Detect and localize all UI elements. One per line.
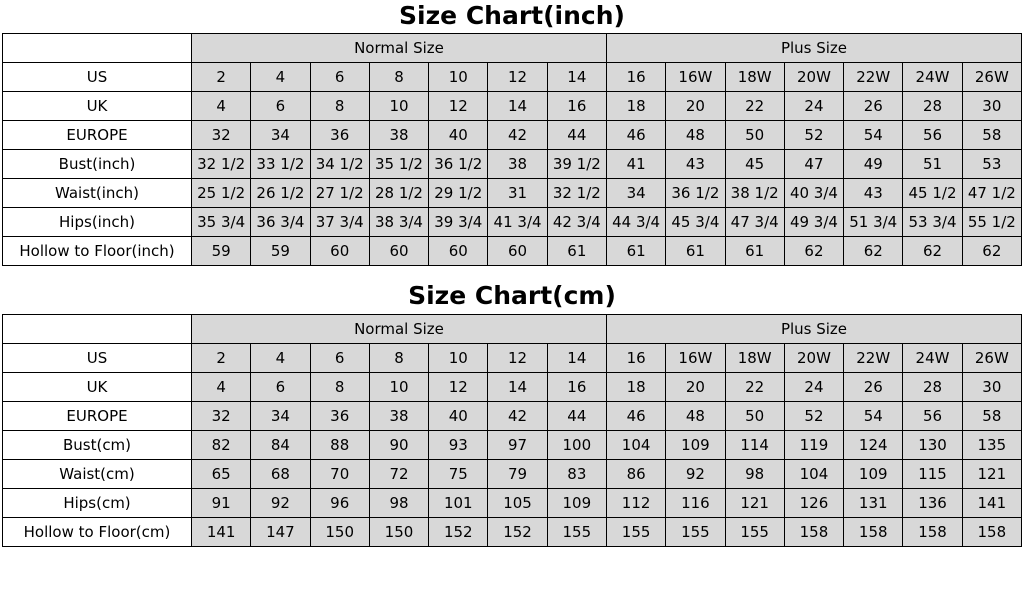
table-cell: 36 3/4 — [251, 208, 310, 237]
table-cell: 130 — [903, 430, 962, 459]
table-cell: 92 — [666, 459, 725, 488]
row-label: US — [3, 63, 192, 92]
table-cell: 55 1/2 — [962, 208, 1021, 237]
table-cell: 61 — [606, 237, 665, 266]
table-cell: 121 — [725, 488, 784, 517]
table-cell: 158 — [784, 517, 843, 546]
table-cell: 136 — [903, 488, 962, 517]
table-cell: 26 — [844, 92, 903, 121]
table-cell: 59 — [192, 237, 251, 266]
table-cell: 25 1/2 — [192, 179, 251, 208]
table-cell: 39 3/4 — [429, 208, 488, 237]
table-cell: 98 — [369, 488, 428, 517]
table-cell: 91 — [192, 488, 251, 517]
table-cell: 16W — [666, 63, 725, 92]
table-cell: 6 — [251, 372, 310, 401]
table-row — [3, 92, 1022, 121]
table-cell: 58 — [962, 401, 1021, 430]
table-cell: 38 3/4 — [369, 208, 428, 237]
table-cell: 90 — [369, 430, 428, 459]
table-cell: 4 — [251, 343, 310, 372]
table-cell: 24W — [903, 63, 962, 92]
table-cell: 24 — [784, 372, 843, 401]
table-cell: 26W — [962, 343, 1021, 372]
table-cell: 28 — [903, 92, 962, 121]
size-chart-block-2 — [0, 280, 1024, 546]
table-row — [3, 401, 1022, 430]
table-cell: 14 — [488, 92, 547, 121]
table-cell: 45 — [725, 150, 784, 179]
table-cell: 97 — [488, 430, 547, 459]
table-cell: 16W — [666, 343, 725, 372]
table-cell: 116 — [666, 488, 725, 517]
table-cell: 62 — [844, 237, 903, 266]
table-cell: 92 — [251, 488, 310, 517]
table-cell: 126 — [784, 488, 843, 517]
table-cell: 2 — [192, 343, 251, 372]
table-cell: 50 — [725, 121, 784, 150]
table-cell: 72 — [369, 459, 428, 488]
table-cell: 28 — [903, 372, 962, 401]
table-cell: 38 — [488, 150, 547, 179]
table-cell: 98 — [725, 459, 784, 488]
table-cell: 51 3/4 — [844, 208, 903, 237]
table-cell: 26 1/2 — [251, 179, 310, 208]
table-row — [3, 208, 1022, 237]
table-cell: 10 — [369, 372, 428, 401]
table-cell: 158 — [903, 517, 962, 546]
table-cell: 20 — [666, 92, 725, 121]
table-cell: 14 — [547, 343, 606, 372]
table-cell: 101 — [429, 488, 488, 517]
table-cell: 32 — [192, 121, 251, 150]
table-cell: 14 — [547, 63, 606, 92]
row-label: UK — [3, 372, 192, 401]
table-cell: 42 3/4 — [547, 208, 606, 237]
table-cell: 32 — [192, 401, 251, 430]
table-cell: 33 1/2 — [251, 150, 310, 179]
table-cell: 48 — [666, 401, 725, 430]
table-cell: 8 — [369, 343, 428, 372]
table-cell: 58 — [962, 121, 1021, 150]
table-cell: 114 — [725, 430, 784, 459]
table-cell: 26W — [962, 63, 1021, 92]
table-cell: 53 3/4 — [903, 208, 962, 237]
table-cell: 75 — [429, 459, 488, 488]
chart-title: Size Chart(inch) — [399, 1, 625, 30]
table-cell: 105 — [488, 488, 547, 517]
table-cell: 68 — [251, 459, 310, 488]
table-cell: 65 — [192, 459, 251, 488]
table-cell: 4 — [192, 92, 251, 121]
table-cell: 12 — [429, 372, 488, 401]
table-cell: 8 — [369, 63, 428, 92]
table-cell: 158 — [844, 517, 903, 546]
table-cell: 155 — [606, 517, 665, 546]
table-cell: 158 — [962, 517, 1021, 546]
table-cell: 41 3/4 — [488, 208, 547, 237]
table-cell: 40 — [429, 401, 488, 430]
table-cell: 10 — [369, 92, 428, 121]
table-cell: 39 1/2 — [547, 150, 606, 179]
table-cell: 24W — [903, 343, 962, 372]
group-header-row — [3, 34, 1022, 63]
table-cell: 8 — [310, 372, 369, 401]
table-cell: 50 — [725, 401, 784, 430]
row-label: Hollow to Floor(inch) — [3, 237, 192, 266]
table-cell: 16 — [547, 372, 606, 401]
table-cell: 31 — [488, 179, 547, 208]
table-cell: 60 — [310, 237, 369, 266]
table-cell: 4 — [192, 372, 251, 401]
table-cell: 26 — [844, 372, 903, 401]
table-cell: 16 — [606, 343, 665, 372]
table-cell: 141 — [192, 517, 251, 546]
table-cell: 82 — [192, 430, 251, 459]
row-label: EUROPE — [3, 401, 192, 430]
table-cell: 86 — [606, 459, 665, 488]
row-label: UK — [3, 92, 192, 121]
size-chart-block-1 — [0, 0, 1024, 266]
table-row — [3, 150, 1022, 179]
table-cell: 32 1/2 — [192, 150, 251, 179]
size-table — [2, 314, 1022, 547]
group-header-plus-size: Plus Size — [606, 34, 1021, 63]
table-cell: 36 1/2 — [666, 179, 725, 208]
table-cell: 34 — [251, 121, 310, 150]
table-cell: 29 1/2 — [429, 179, 488, 208]
table-row — [3, 63, 1022, 92]
table-cell: 34 1/2 — [310, 150, 369, 179]
table-cell: 18 — [606, 92, 665, 121]
table-cell: 44 — [547, 121, 606, 150]
table-cell: 27 1/2 — [310, 179, 369, 208]
table-cell: 47 1/2 — [962, 179, 1021, 208]
table-cell: 10 — [429, 343, 488, 372]
table-cell: 60 — [488, 237, 547, 266]
table-cell: 38 — [369, 401, 428, 430]
table-cell: 18W — [725, 343, 784, 372]
table-cell: 93 — [429, 430, 488, 459]
table-row — [3, 488, 1022, 517]
chart-title: Size Chart(cm) — [408, 281, 616, 311]
group-header-plus-size: Plus Size — [606, 314, 1021, 343]
table-cell: 155 — [725, 517, 784, 546]
table-cell: 28 1/2 — [369, 179, 428, 208]
table-row — [3, 372, 1022, 401]
table-cell: 30 — [962, 372, 1021, 401]
table-cell: 34 — [606, 179, 665, 208]
table-cell: 34 — [251, 401, 310, 430]
table-cell: 52 — [784, 121, 843, 150]
table-cell: 16 — [547, 92, 606, 121]
table-cell: 20 — [666, 372, 725, 401]
table-cell: 119 — [784, 430, 843, 459]
table-cell: 14 — [488, 372, 547, 401]
table-cell: 6 — [310, 63, 369, 92]
table-cell: 6 — [310, 343, 369, 372]
table-cell: 38 1/2 — [725, 179, 784, 208]
table-cell: 44 3/4 — [606, 208, 665, 237]
table-cell: 12 — [488, 343, 547, 372]
table-cell: 104 — [606, 430, 665, 459]
table-cell: 42 — [488, 401, 547, 430]
table-cell: 12 — [488, 63, 547, 92]
table-cell: 36 1/2 — [429, 150, 488, 179]
table-row — [3, 237, 1022, 266]
table-cell: 112 — [606, 488, 665, 517]
table-cell: 2 — [192, 63, 251, 92]
table-row — [3, 430, 1022, 459]
table-cell: 40 — [429, 121, 488, 150]
table-cell: 37 3/4 — [310, 208, 369, 237]
row-label: Bust(inch) — [3, 150, 192, 179]
table-cell: 41 — [606, 150, 665, 179]
row-label: EUROPE — [3, 121, 192, 150]
table-cell: 48 — [666, 121, 725, 150]
table-cell: 152 — [488, 517, 547, 546]
table-cell: 155 — [666, 517, 725, 546]
table-cell: 46 — [606, 401, 665, 430]
table-cell: 43 — [666, 150, 725, 179]
table-cell: 40 3/4 — [784, 179, 843, 208]
table-cell: 61 — [666, 237, 725, 266]
table-cell: 56 — [903, 401, 962, 430]
table-cell: 62 — [962, 237, 1021, 266]
table-cell: 52 — [784, 401, 843, 430]
table-cell: 47 3/4 — [725, 208, 784, 237]
table-cell: 44 — [547, 401, 606, 430]
table-cell: 104 — [784, 459, 843, 488]
group-header-row — [3, 314, 1022, 343]
group-header-normal-size: Normal Size — [192, 314, 607, 343]
corner-blank-cell — [3, 34, 192, 63]
table-cell: 38 — [369, 121, 428, 150]
table-row — [3, 343, 1022, 372]
table-cell: 83 — [547, 459, 606, 488]
table-cell: 84 — [251, 430, 310, 459]
table-cell: 46 — [606, 121, 665, 150]
table-cell: 42 — [488, 121, 547, 150]
table-row — [3, 517, 1022, 546]
table-cell: 51 — [903, 150, 962, 179]
row-label: Hips(cm) — [3, 488, 192, 517]
table-cell: 43 — [844, 179, 903, 208]
table-cell: 150 — [369, 517, 428, 546]
table-cell: 22W — [844, 63, 903, 92]
table-cell: 109 — [844, 459, 903, 488]
table-cell: 36 — [310, 401, 369, 430]
table-cell: 8 — [310, 92, 369, 121]
table-cell: 35 3/4 — [192, 208, 251, 237]
table-cell: 49 — [844, 150, 903, 179]
table-cell: 60 — [429, 237, 488, 266]
table-row — [3, 179, 1022, 208]
section-spacer — [0, 266, 1024, 280]
table-cell: 10 — [429, 63, 488, 92]
table-cell: 18W — [725, 63, 784, 92]
table-cell: 152 — [429, 517, 488, 546]
table-cell: 22W — [844, 343, 903, 372]
table-cell: 115 — [903, 459, 962, 488]
table-cell: 61 — [725, 237, 784, 266]
table-cell: 20W — [784, 63, 843, 92]
table-cell: 16 — [606, 63, 665, 92]
table-cell: 32 1/2 — [547, 179, 606, 208]
table-row — [3, 121, 1022, 150]
row-label: Bust(cm) — [3, 430, 192, 459]
table-cell: 121 — [962, 459, 1021, 488]
table-cell: 131 — [844, 488, 903, 517]
table-cell: 100 — [547, 430, 606, 459]
table-cell: 49 3/4 — [784, 208, 843, 237]
table-cell: 135 — [962, 430, 1021, 459]
table-cell: 35 1/2 — [369, 150, 428, 179]
table-cell: 53 — [962, 150, 1021, 179]
table-cell: 45 1/2 — [903, 179, 962, 208]
size-table — [2, 33, 1022, 266]
table-cell: 70 — [310, 459, 369, 488]
table-cell: 12 — [429, 92, 488, 121]
table-cell: 22 — [725, 372, 784, 401]
table-cell: 18 — [606, 372, 665, 401]
corner-blank-cell — [3, 314, 192, 343]
table-cell: 22 — [725, 92, 784, 121]
table-cell: 147 — [251, 517, 310, 546]
table-cell: 79 — [488, 459, 547, 488]
table-cell: 20W — [784, 343, 843, 372]
table-row — [3, 459, 1022, 488]
table-cell: 47 — [784, 150, 843, 179]
table-cell: 96 — [310, 488, 369, 517]
table-cell: 109 — [666, 430, 725, 459]
table-cell: 54 — [844, 121, 903, 150]
row-label: Hollow to Floor(cm) — [3, 517, 192, 546]
table-cell: 4 — [251, 63, 310, 92]
table-cell: 54 — [844, 401, 903, 430]
table-cell: 150 — [310, 517, 369, 546]
row-label: Waist(cm) — [3, 459, 192, 488]
table-cell: 45 3/4 — [666, 208, 725, 237]
table-cell: 124 — [844, 430, 903, 459]
row-label: Hips(inch) — [3, 208, 192, 237]
row-label: US — [3, 343, 192, 372]
table-cell: 6 — [251, 92, 310, 121]
table-cell: 62 — [784, 237, 843, 266]
table-cell: 60 — [369, 237, 428, 266]
table-cell: 155 — [547, 517, 606, 546]
table-cell: 61 — [547, 237, 606, 266]
table-cell: 24 — [784, 92, 843, 121]
table-cell: 59 — [251, 237, 310, 266]
row-label: Waist(inch) — [3, 179, 192, 208]
table-cell: 56 — [903, 121, 962, 150]
group-header-normal-size: Normal Size — [192, 34, 607, 63]
table-cell: 62 — [903, 237, 962, 266]
table-cell: 141 — [962, 488, 1021, 517]
table-cell: 88 — [310, 430, 369, 459]
table-cell: 30 — [962, 92, 1021, 121]
table-cell: 36 — [310, 121, 369, 150]
table-cell: 109 — [547, 488, 606, 517]
